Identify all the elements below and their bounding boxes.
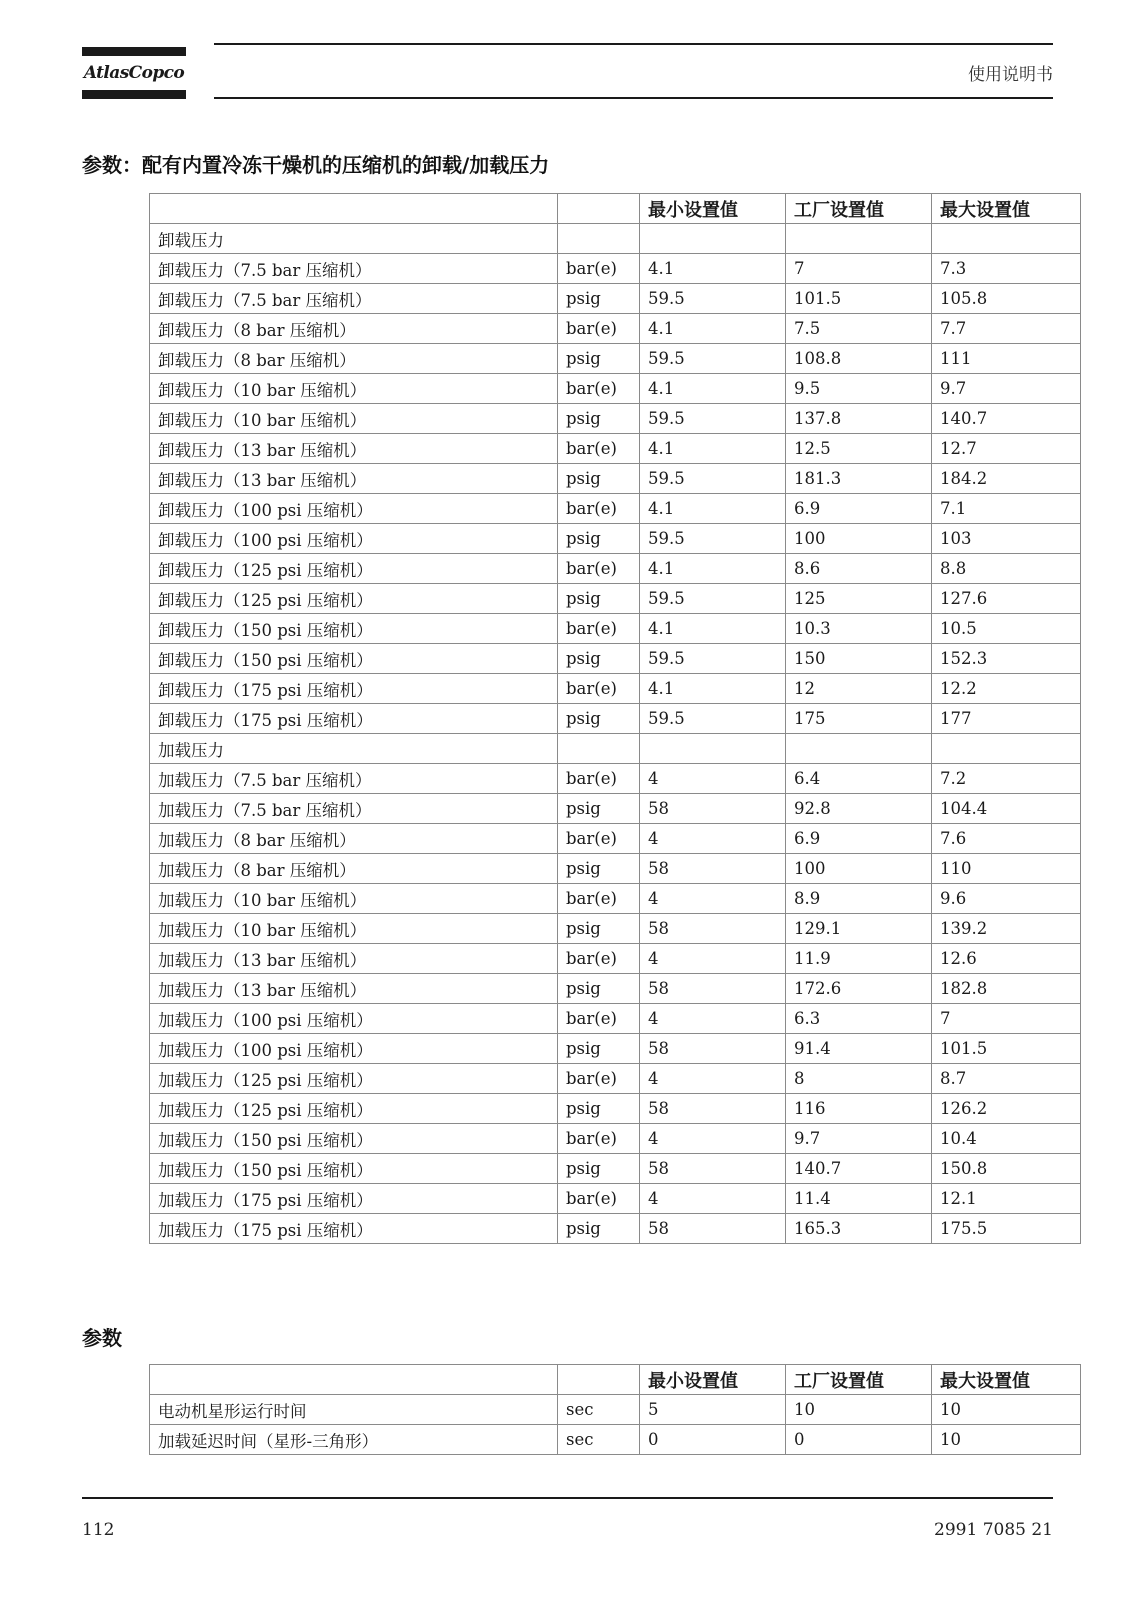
table-cell: bar(e) <box>558 1184 640 1214</box>
timing-settings-table <box>149 1364 1081 1455</box>
table-cell: 9.6 <box>932 884 1081 914</box>
table-cell: bar(e) <box>558 554 640 584</box>
table-cell: 7.3 <box>932 254 1081 284</box>
table-row <box>150 404 1081 434</box>
table-cell: 58 <box>640 1154 786 1184</box>
table-cell: 加载压力（100 psi 压缩机） <box>150 1034 558 1064</box>
table-cell: 卸载压力（150 psi 压缩机） <box>150 614 558 644</box>
column-header <box>150 194 558 224</box>
table-cell: 6.9 <box>786 824 932 854</box>
table-cell: psig <box>558 584 640 614</box>
column-header: 最小设置值 <box>640 1365 786 1395</box>
table-cell: 加载压力（10 bar 压缩机） <box>150 884 558 914</box>
table-cell: 4 <box>640 1064 786 1094</box>
table-cell: 6.3 <box>786 1004 932 1034</box>
table-row <box>150 554 1081 584</box>
table-cell: 59.5 <box>640 344 786 374</box>
table-cell: psig <box>558 404 640 434</box>
table-cell: 10.4 <box>932 1124 1081 1154</box>
header-rule-bottom <box>214 97 1053 99</box>
logo-bar-bottom <box>82 90 186 99</box>
document-number: 2991 7085 21 <box>934 1520 1053 1540</box>
table-cell: 110 <box>932 854 1081 884</box>
table-row <box>150 584 1081 614</box>
table-cell: 59.5 <box>640 464 786 494</box>
table-cell: 4.1 <box>640 314 786 344</box>
table-cell: 4 <box>640 944 786 974</box>
table-row <box>150 524 1081 554</box>
table-cell: 卸载压力（10 bar 压缩机） <box>150 374 558 404</box>
table-cell: 卸载压力（100 psi 压缩机） <box>150 524 558 554</box>
table-cell: 177 <box>932 704 1081 734</box>
table-cell: 59.5 <box>640 584 786 614</box>
table-cell: 卸载压力（10 bar 压缩机） <box>150 404 558 434</box>
table-row <box>150 794 1081 824</box>
table-cell: 12 <box>786 674 932 704</box>
table-cell: 加载压力（100 psi 压缩机） <box>150 1004 558 1034</box>
table-row <box>150 1034 1081 1064</box>
table-cell: 4.1 <box>640 494 786 524</box>
table-cell: 卸载压力（13 bar 压缩机） <box>150 464 558 494</box>
table-cell: 加载压力（7.5 bar 压缩机） <box>150 794 558 824</box>
table-cell: psig <box>558 974 640 1004</box>
table-row <box>150 284 1081 314</box>
table-row <box>150 1094 1081 1124</box>
table-cell: bar(e) <box>558 824 640 854</box>
table-cell: psig <box>558 344 640 374</box>
table-cell: 4.1 <box>640 374 786 404</box>
table-cell: 4 <box>640 824 786 854</box>
table-row <box>150 674 1081 704</box>
table-cell: 电动机星形运行时间 <box>150 1395 558 1425</box>
table-row <box>150 914 1081 944</box>
logo-bar-top <box>82 47 186 56</box>
table-cell: 181.3 <box>786 464 932 494</box>
table-cell: 111 <box>932 344 1081 374</box>
table-cell: 59.5 <box>640 704 786 734</box>
table2-title: 参数 <box>82 1326 122 1350</box>
table-cell: 125 <box>786 584 932 614</box>
table-cell: 10.5 <box>932 614 1081 644</box>
table-cell: 加载压力（13 bar 压缩机） <box>150 944 558 974</box>
table-cell: 8.9 <box>786 884 932 914</box>
table-cell: 12.6 <box>932 944 1081 974</box>
table-cell: 58 <box>640 1214 786 1244</box>
table-cell: 100 <box>786 524 932 554</box>
table-row <box>150 944 1081 974</box>
table-row <box>150 854 1081 884</box>
table-cell: 58 <box>640 794 786 824</box>
table-cell <box>640 734 786 764</box>
table-cell: psig <box>558 914 640 944</box>
table-row <box>150 614 1081 644</box>
table-cell: psig <box>558 1094 640 1124</box>
table-cell <box>786 734 932 764</box>
table-cell: 7.2 <box>932 764 1081 794</box>
table-cell: 加载压力（10 bar 压缩机） <box>150 914 558 944</box>
table-cell: bar(e) <box>558 434 640 464</box>
table-cell: psig <box>558 1034 640 1064</box>
table-cell: psig <box>558 794 640 824</box>
table-cell <box>932 734 1081 764</box>
table-cell: 加载压力（125 psi 压缩机） <box>150 1064 558 1094</box>
table-cell: bar(e) <box>558 314 640 344</box>
table-cell: bar(e) <box>558 884 640 914</box>
table-cell: 10 <box>786 1395 932 1425</box>
table-cell: 加载压力（150 psi 压缩机） <box>150 1124 558 1154</box>
table-cell: bar(e) <box>558 1004 640 1034</box>
table-cell: bar(e) <box>558 944 640 974</box>
footer-rule <box>82 1497 1053 1499</box>
table-cell: 卸载压力（13 bar 压缩机） <box>150 434 558 464</box>
table-header-row <box>150 1365 1081 1395</box>
table-cell: 卸载压力（150 psi 压缩机） <box>150 644 558 674</box>
table-cell: 152.3 <box>932 644 1081 674</box>
column-header: 最大设置值 <box>932 1365 1081 1395</box>
table-cell: 175 <box>786 704 932 734</box>
table-cell <box>786 224 932 254</box>
table-cell: psig <box>558 1214 640 1244</box>
table-cell: 126.2 <box>932 1094 1081 1124</box>
table-cell: 加载压力（175 psi 压缩机） <box>150 1184 558 1214</box>
table-cell: 6.9 <box>786 494 932 524</box>
table-cell: 10 <box>932 1395 1081 1425</box>
table-cell: 卸载压力（125 psi 压缩机） <box>150 584 558 614</box>
column-header: 工厂设置值 <box>786 194 932 224</box>
table-row <box>150 1395 1081 1425</box>
table-row <box>150 494 1081 524</box>
table-cell: 7 <box>932 1004 1081 1034</box>
table-cell: 4 <box>640 1004 786 1034</box>
table-cell: 10.3 <box>786 614 932 644</box>
logo-wordmark: AtlasCopco <box>83 63 185 83</box>
table-cell: 8.7 <box>932 1064 1081 1094</box>
table-cell: 58 <box>640 854 786 884</box>
table-cell: 卸载压力（8 bar 压缩机） <box>150 314 558 344</box>
table-row <box>150 704 1081 734</box>
table-row <box>150 1004 1081 1034</box>
table1-title: 参数：配有内置冷冻干燥机的压缩机的卸载/加载压力 <box>82 153 550 177</box>
table-row <box>150 824 1081 854</box>
table-cell: 140.7 <box>932 404 1081 434</box>
table-row <box>150 1124 1081 1154</box>
table-cell: bar(e) <box>558 374 640 404</box>
column-header: 最大设置值 <box>932 194 1081 224</box>
table-cell: 加载压力（7.5 bar 压缩机） <box>150 764 558 794</box>
table-cell: psig <box>558 464 640 494</box>
table-cell <box>558 734 640 764</box>
table-cell: 加载压力（125 psi 压缩机） <box>150 1094 558 1124</box>
table-cell: 184.2 <box>932 464 1081 494</box>
table-cell: 卸载压力 <box>150 224 558 254</box>
table-cell: 7.1 <box>932 494 1081 524</box>
table-cell: 4 <box>640 884 786 914</box>
table-cell: psig <box>558 284 640 314</box>
table-cell: 129.1 <box>786 914 932 944</box>
table-cell: 59.5 <box>640 524 786 554</box>
table-cell: 加载压力（175 psi 压缩机） <box>150 1214 558 1244</box>
table-cell: 4.1 <box>640 674 786 704</box>
table-cell: 137.8 <box>786 404 932 434</box>
table-cell: 101.5 <box>786 284 932 314</box>
table-row <box>150 314 1081 344</box>
table-cell: 卸载压力（175 psi 压缩机） <box>150 674 558 704</box>
header-rule-top <box>214 43 1053 45</box>
table-cell: 165.3 <box>786 1214 932 1244</box>
table-cell: 59.5 <box>640 404 786 434</box>
table-cell: 9.5 <box>786 374 932 404</box>
table-cell: 108.8 <box>786 344 932 374</box>
document-type-label: 使用说明书 <box>968 65 1053 85</box>
table-cell: 4.1 <box>640 614 786 644</box>
table-cell: 150.8 <box>932 1154 1081 1184</box>
table-cell: 0 <box>640 1425 786 1455</box>
table-cell: 加载压力（13 bar 压缩机） <box>150 974 558 1004</box>
table-cell: 9.7 <box>932 374 1081 404</box>
column-header: 工厂设置值 <box>786 1365 932 1395</box>
table-cell: 卸载压力（7.5 bar 压缩机） <box>150 284 558 314</box>
table-cell: 4 <box>640 1124 786 1154</box>
table-cell: 103 <box>932 524 1081 554</box>
table-cell: 4.1 <box>640 434 786 464</box>
table-cell <box>932 224 1081 254</box>
page-number: 112 <box>82 1520 115 1540</box>
table-cell: 加载压力（8 bar 压缩机） <box>150 854 558 884</box>
table-cell: bar(e) <box>558 254 640 284</box>
table-row <box>150 434 1081 464</box>
table-row <box>150 374 1081 404</box>
table-cell: bar(e) <box>558 614 640 644</box>
table-cell: 卸载压力（7.5 bar 压缩机） <box>150 254 558 284</box>
table-cell: 7.7 <box>932 314 1081 344</box>
table-cell: 101.5 <box>932 1034 1081 1064</box>
table-cell: 卸载压力（125 psi 压缩机） <box>150 554 558 584</box>
table-cell: 7.5 <box>786 314 932 344</box>
table-cell: 5 <box>640 1395 786 1425</box>
table-cell: sec <box>558 1395 640 1425</box>
table-cell: psig <box>558 704 640 734</box>
table-cell: psig <box>558 524 640 554</box>
table-cell: 8 <box>786 1064 932 1094</box>
table-cell: 58 <box>640 1034 786 1064</box>
table-row <box>150 224 1081 254</box>
table-cell: 9.7 <box>786 1124 932 1154</box>
table-row <box>150 1064 1081 1094</box>
table-cell: 116 <box>786 1094 932 1124</box>
table-row <box>150 464 1081 494</box>
column-header <box>150 1365 558 1395</box>
table-cell: 59.5 <box>640 284 786 314</box>
table-cell: 10 <box>932 1425 1081 1455</box>
table-row <box>150 1425 1081 1455</box>
table-cell: 8.8 <box>932 554 1081 584</box>
table-row <box>150 1214 1081 1244</box>
table-cell: 12.2 <box>932 674 1081 704</box>
table-cell: 7.6 <box>932 824 1081 854</box>
table-cell: 100 <box>786 854 932 884</box>
table-cell: 卸载压力（100 psi 压缩机） <box>150 494 558 524</box>
table-cell: psig <box>558 644 640 674</box>
table-cell: 4 <box>640 764 786 794</box>
table-cell: bar(e) <box>558 1064 640 1094</box>
table-cell <box>640 224 786 254</box>
table-row <box>150 344 1081 374</box>
table-cell: bar(e) <box>558 1124 640 1154</box>
table-cell: 140.7 <box>786 1154 932 1184</box>
table-cell: 4.1 <box>640 254 786 284</box>
table-cell: psig <box>558 1154 640 1184</box>
table-row <box>150 764 1081 794</box>
table-row <box>150 974 1081 1004</box>
table-cell: 卸载压力（175 psi 压缩机） <box>150 704 558 734</box>
table-cell: 58 <box>640 914 786 944</box>
table-row <box>150 644 1081 674</box>
table-cell: 11.9 <box>786 944 932 974</box>
table-cell: 0 <box>786 1425 932 1455</box>
table-row <box>150 1154 1081 1184</box>
table-cell: 加载延迟时间（星形-三角形） <box>150 1425 558 1455</box>
table-cell: bar(e) <box>558 494 640 524</box>
table-cell: 182.8 <box>932 974 1081 1004</box>
table-cell: 58 <box>640 974 786 1004</box>
table-cell: 12.5 <box>786 434 932 464</box>
table-cell: bar(e) <box>558 674 640 704</box>
table-cell: 105.8 <box>932 284 1081 314</box>
table-row <box>150 734 1081 764</box>
column-header <box>558 194 640 224</box>
table-cell: 8.6 <box>786 554 932 584</box>
table-cell: 4.1 <box>640 554 786 584</box>
table-cell: 加载压力 <box>150 734 558 764</box>
table-cell: 127.6 <box>932 584 1081 614</box>
table-cell: 7 <box>786 254 932 284</box>
table-cell: 11.4 <box>786 1184 932 1214</box>
table-cell: 91.4 <box>786 1034 932 1064</box>
column-header: 最小设置值 <box>640 194 786 224</box>
table-cell: 59.5 <box>640 644 786 674</box>
table-cell: 172.6 <box>786 974 932 1004</box>
table-row <box>150 254 1081 284</box>
table-cell: 150 <box>786 644 932 674</box>
table-cell: 加载压力（150 psi 压缩机） <box>150 1154 558 1184</box>
table-cell: 104.4 <box>932 794 1081 824</box>
table-cell: 4 <box>640 1184 786 1214</box>
table-cell: sec <box>558 1425 640 1455</box>
atlas-copco-logo <box>82 47 186 99</box>
pressure-settings-table <box>149 193 1081 1244</box>
table-row <box>150 1184 1081 1214</box>
table-header-row <box>150 194 1081 224</box>
table-cell: bar(e) <box>558 764 640 794</box>
table-cell: 58 <box>640 1094 786 1124</box>
table-cell: 12.1 <box>932 1184 1081 1214</box>
table-cell: 卸载压力（8 bar 压缩机） <box>150 344 558 374</box>
table-cell: 6.4 <box>786 764 932 794</box>
table-row <box>150 884 1081 914</box>
table-cell: 175.5 <box>932 1214 1081 1244</box>
table-cell <box>558 224 640 254</box>
table-cell: 139.2 <box>932 914 1081 944</box>
table-cell: 12.7 <box>932 434 1081 464</box>
column-header <box>558 1365 640 1395</box>
table-cell: 92.8 <box>786 794 932 824</box>
table-cell: 加载压力（8 bar 压缩机） <box>150 824 558 854</box>
table-cell: psig <box>558 854 640 884</box>
